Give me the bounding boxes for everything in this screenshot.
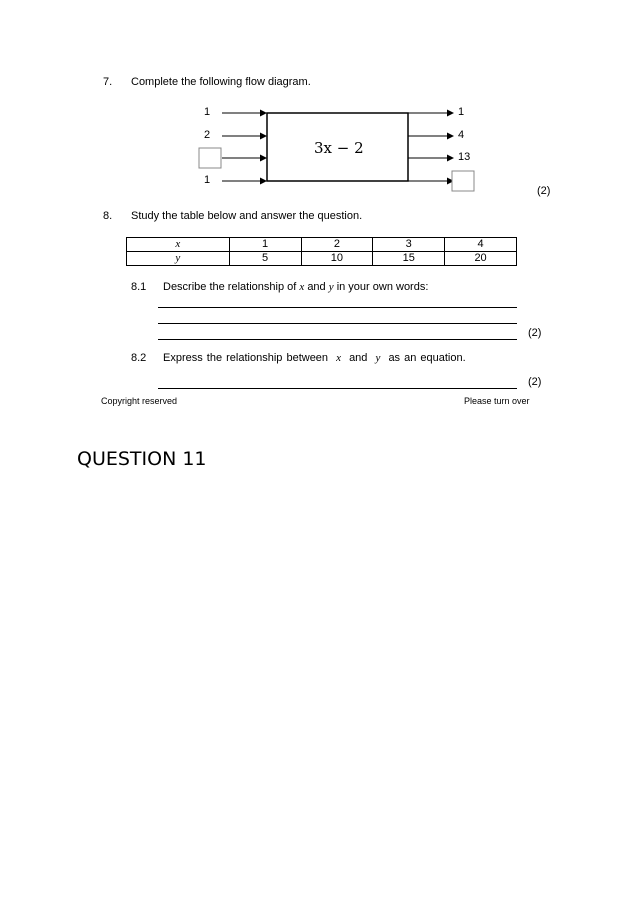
input-value-1: 1	[204, 106, 211, 118]
table-row	[127, 238, 517, 252]
table-row-label-y: y	[127, 252, 230, 266]
q8-2-and: and	[349, 352, 368, 364]
table-cell: 3	[373, 238, 445, 252]
table-row-label-x: x	[127, 238, 230, 252]
answer-line-8-2[interactable]	[158, 388, 517, 389]
table-cell: 10	[301, 252, 373, 266]
q8-1-marks: (2)	[528, 327, 542, 339]
q8-1-number: 8.1	[131, 281, 147, 293]
blank-output-box	[452, 171, 474, 191]
q8-1-var-x: x	[299, 281, 305, 293]
q7-marks: (2)	[537, 185, 551, 197]
q8-2-text-before: Express the relationship between	[163, 352, 329, 364]
table-row	[127, 252, 517, 266]
answer-line-8-1-a[interactable]	[158, 307, 517, 308]
q8-1-text-after: in your own words:	[336, 281, 429, 293]
q8-2-var-y: y	[375, 352, 381, 364]
answer-line-8-1-c[interactable]	[158, 339, 517, 340]
output-value-2: 4	[458, 129, 465, 141]
flow-diagram	[0, 0, 638, 200]
q8-1-text-before: Describe the relationship of	[163, 281, 297, 293]
blank-input-box	[199, 148, 221, 168]
table-cell: 20	[445, 252, 517, 266]
answer-line-8-1-b[interactable]	[158, 323, 517, 324]
q8-2-marks: (2)	[528, 376, 542, 388]
q8-2-question	[163, 352, 466, 365]
input-value-4: 1	[204, 174, 211, 186]
table-cell: 5	[229, 252, 301, 266]
q8-1-and: and	[307, 281, 326, 293]
table-cell: 2	[301, 238, 373, 252]
q8-1-var-y: y	[328, 281, 334, 293]
table-cell: 15	[373, 252, 445, 266]
q8-number: 8.	[103, 210, 113, 222]
footer-copyright: Copyright reserved	[101, 396, 178, 406]
xy-table	[126, 237, 517, 266]
q7-instruction: Complete the following flow diagram.	[131, 76, 311, 88]
input-value-2: 2	[204, 129, 211, 141]
table-cell: 1	[229, 238, 301, 252]
question-11-heading: QUESTION 11	[77, 448, 207, 470]
q7-number: 7.	[103, 76, 113, 88]
q8-1-question	[163, 281, 428, 294]
output-value-3: 13	[458, 151, 471, 163]
q8-2-text-after: as an equation.	[388, 352, 466, 364]
footer-turn-over: Please turn over	[464, 396, 530, 406]
table-cell: 4	[445, 238, 517, 252]
q8-2-number: 8.2	[131, 352, 147, 364]
q8-instruction: Study the table below and answer the question.	[131, 210, 363, 222]
output-value-1: 1	[458, 106, 465, 118]
q8-2-var-x: x	[336, 352, 341, 364]
rule-expression: 3x − 2	[314, 139, 364, 157]
